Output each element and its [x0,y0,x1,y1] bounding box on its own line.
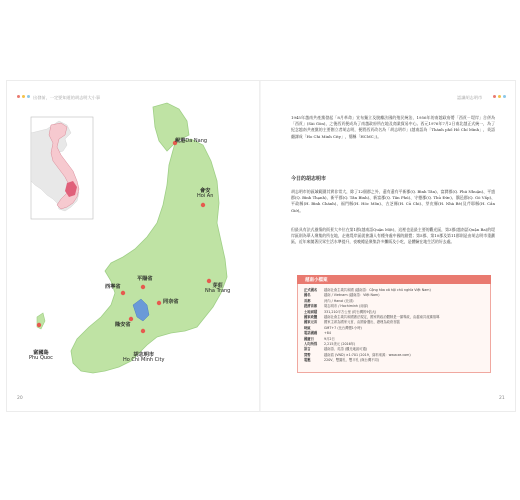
fact-key: 國家政體 [304,315,318,320]
marker-phu-quoc [37,323,41,327]
section-title: 今日的胡志明市 [291,176,327,182]
info-box-header [297,275,491,284]
fact-value: +84 [324,331,331,336]
info-box-title: 越南小檔案 [305,277,328,283]
fact-value: 9月2日 [324,336,335,341]
label-cn: 峴港 [175,138,186,144]
fact-value: GMT+7 (比台灣慢1小時) [324,325,362,330]
right-running-head: 認識胡志明市 [457,95,483,100]
section-paragraph-1: 胡志明市的區域範圍其實非常大，除了12個郡之外，還有還有平新郡(Q. Bình Tân)、富潤郡(Q. Phú Nhuận)、平盛郡(Q. Bình Thạnh)、新平郡(Q. Tân Bình)、新富郡(Q. Tân Phú)、守德郡(Q. Thủ Đức)、鵝邑郡(Q. Gò Vấp)、平政縣(H. Bình Chánh)、福門縣(H. Hóc Môn)、古芝縣(H. Củ Chi)、芽皮縣(H. Nhà Bè)及芹耶縣(H. Cần Giờ)。 [291,189,495,213]
fact-key: 土地面積 [304,309,318,314]
left-running-head: 出發前，一定要知道的胡志明大小事 [33,95,101,100]
label-ho-chi-minh-city [123,353,164,364]
label-tay-ninh [105,285,121,290]
fact-value: 國家主席為國家元首，由國會選出，總理為政府首腦 [324,320,400,325]
label-cn: 富國島 [33,350,49,356]
label-long-an [115,323,131,328]
fact-value: 越南盾 (VND) ×1:701 (2019，資料來源：www.xe.com) [324,352,411,357]
label-hoi-an [197,189,213,200]
marker-binh-duong [141,285,145,289]
marker-nha-trang [207,279,211,283]
info-box [297,275,491,373]
marker-long-an [129,317,133,321]
label-cn: 平陽省 [137,276,153,282]
color-dot [498,95,501,98]
fact-key: 國家元首 [304,320,318,325]
southern-vietnam-land [71,139,227,373]
label-cn: 芽莊 [212,283,223,289]
fact-value: 越南 / Vietnam (越南語：Việt Nam) [324,293,380,298]
label-cn: 會安 [200,188,211,194]
fact-key: 經濟首都 [304,304,318,309]
label-cn: 隆安省 [115,322,131,328]
fact-key: 人均所得 [304,342,318,347]
label-dong-nai [163,300,179,305]
fact-key: 正式國名 [304,288,318,292]
fact-value: 越南社會主義共和國 (越南語：Cộng hòa xã hội chủ nghĩa Việt Nam) [324,288,431,292]
fact-key: 貨幣 [304,352,311,357]
fact-value: 331,210平方公里 (約台灣的9倍大) [324,309,377,314]
label-cn: 西寧省 [105,284,121,290]
fact-value: 河內 / Hanoi (北部) [324,298,354,303]
marker-hcmc [141,329,145,333]
label-binh-duong [137,277,153,282]
fact-value: 越南語、英語 (觀光地區可通) [324,347,368,352]
marker-hoi-an [201,203,205,207]
fact-key: 語言 [304,347,311,352]
fact-key: 首都 [304,298,311,303]
right-page-number: 21 [499,396,505,401]
fact-key: 電話國碼 [304,331,318,336]
label-en: Phu Quoc [29,355,53,362]
fact-key: 時區 [304,325,311,330]
fact-key: 國慶日 [304,336,314,341]
label-da-nang [175,129,207,146]
fact-key: 國名 [304,293,311,298]
marker-tay-ninh [121,291,125,295]
section-paragraph-2: 但最具有法式風情的街景大多位在第1郡(越南語Quận Một)，這裡也是最主要的觀光區，第3郡(越南語Quận Ba)的堤岸區則為華人聚集的所在地，走進堤岸區就會讓人有種身處中國的錯覺；第5郡、第10郡及第11郡則是由胡志明市重劃區，近年來隨著民眾生活水準提升，夜晚總是聚集許多攤販及小吃，是體驗在地生活的好去處。 [291,227,495,245]
label-cn: 同奈省 [163,299,179,305]
label-phu-quoc [29,351,53,362]
label-en: Nha Trang [205,288,231,295]
facts-list [304,288,484,364]
marker-dong-nai [157,301,161,305]
left-page [7,81,261,411]
fact-value: 胡志明市 / Hochiminh (南部) [324,304,369,309]
label-en: Ho Chi Minh City [123,357,165,364]
label-nha-trang [205,284,230,295]
fact-value: 220V，雙圓孔、雙平孔 (與台灣不同) [324,358,380,363]
left-page-number: 20 [17,396,23,401]
right-color-dots [493,95,506,98]
label-en: Da Nang [185,138,208,144]
color-dot [503,95,506,98]
label-en: Hoi An [197,193,214,200]
inset-map [31,117,93,219]
label-cn: 胡志明市 [133,352,155,358]
right-page [261,81,515,411]
fact-value: 2,215美元 (2016年) [324,342,356,347]
fact-row [304,358,484,363]
fact-key: 電壓 [304,358,311,363]
intro-paragraph: 1945年越南共產黨發起「8月革命」宣布獨立及脫離法國的殖民統治，1956年的南越政府將「西貢－堤岸」合併為「西貢」(Sài Gòn)，之後西貢便成為了南越政府所在地及商業貿易中心。西元1976年7月2日南北越正式統一，為了紀念越南共產黨的主要創立者胡志明，便將西貢改名為「胡志明市」(越南語為「Thành phố Hồ Chí Minh」，英語翻譯成「Ho Chi Minh City」，簡稱「HCMC」)。 [291,115,495,139]
fact-value: 越南社會主義共和國憲法規定，國家的政治體制是一黨專政，由越南共產黨領導 [324,315,440,320]
color-dot [493,95,496,98]
book-spread [6,80,516,412]
